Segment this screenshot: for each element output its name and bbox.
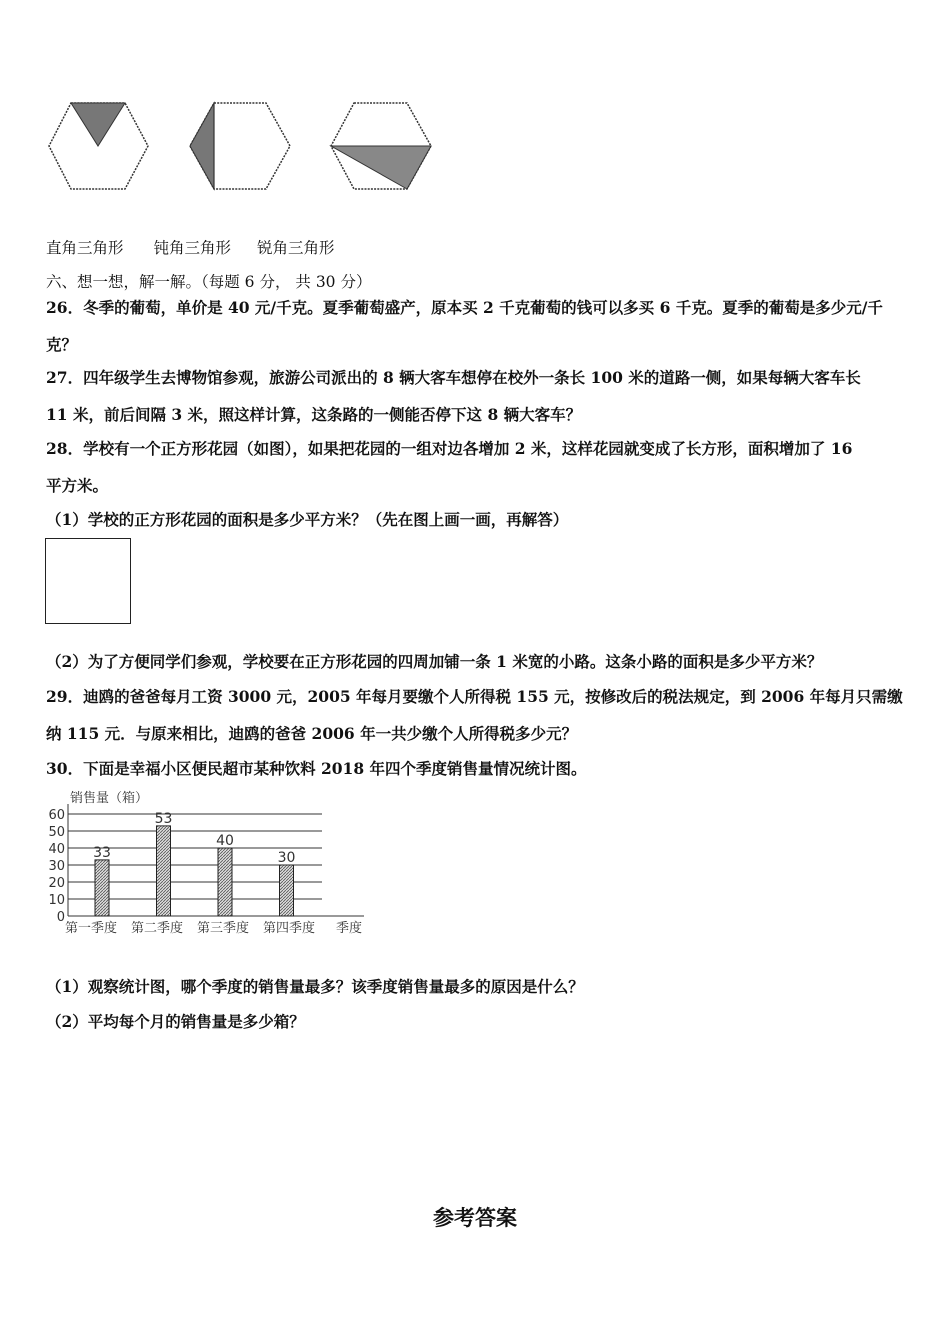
label-acute-triangle: 锐角三角形 xyxy=(257,239,335,257)
chart-bar xyxy=(218,848,232,916)
chart-gridlines xyxy=(68,804,364,916)
chart-y-tick-label: 50 xyxy=(48,825,65,840)
q27-line2: 11 米，前后间隔 3 米，照这样计算，这条路的一侧能否停下这 8 辆大客车？ xyxy=(46,405,582,424)
triangle-labels xyxy=(46,236,335,258)
q26-line2: 克？ xyxy=(46,335,78,354)
chart-y-tick-label: 60 xyxy=(48,808,65,823)
chart-bar-value-label: 30 xyxy=(277,850,296,866)
hexagon-figures xyxy=(44,98,444,198)
q29-line2: 纳 115 元．与原来相比，迪鸥的爸爸 2006 年一共少缴个人所得税多少元？ xyxy=(46,724,578,743)
q29-line1: 29．迪鸥的爸爸每月工资 3000 元，2005 年每月要缴个人所得税 155 元，按修改后的税法规定，到 2006 年每月只需缴 xyxy=(46,687,903,706)
answer-section-title: 参考答案 xyxy=(433,1206,517,1230)
chart-x-axis-label: 季度 xyxy=(336,921,363,936)
chart-x-category-label: 第四季度 xyxy=(263,921,316,936)
q28-sub2: （2）为了方便同学们参观，学校要在正方形花园的四周加铺一条 1 米宽的小路。这条小路的面积是多少平方米？ xyxy=(46,652,823,671)
q27-line1: 27．四年级学生去博物馆参观，旅游公司派出的 8 辆大客车想停在校外一条长 100 米的道路一侧，如果每辆大客车长 xyxy=(46,368,861,387)
chart-y-axis-label: 销售量（箱） xyxy=(70,791,149,806)
hexagon-obtuse-triangle xyxy=(190,103,290,189)
chart-bars xyxy=(95,826,294,916)
label-obtuse-triangle: 钝角三角形 xyxy=(153,239,232,257)
chart-y-ticks xyxy=(48,808,65,925)
q30-line1: 30．下面是幸福小区便民超市某种饮料 2018 年四个季度销售量情况统计图。 xyxy=(46,759,587,778)
q28-sub1: （1）学校的正方形花园的面积是多少平方米？（先在图上画一画，再解答） xyxy=(46,510,569,529)
chart-y-tick-label: 20 xyxy=(48,876,65,891)
chart-bar xyxy=(157,826,171,916)
hexagon-acute-triangle xyxy=(331,103,431,189)
q28-line2: 平方米。 xyxy=(46,476,109,495)
section-six-heading: 六、想一想，解一解。（每题 6 分， 共 30 分） xyxy=(46,273,372,291)
q30-sub1: （1）观察统计图，哪个季度的销售量最多？该季度销售量最多的原因是什么？ xyxy=(46,977,584,996)
chart-bar-value-label: 53 xyxy=(154,810,173,827)
q30-sub2: （2）平均每个月的销售量是多少箱？ xyxy=(46,1012,305,1031)
chart-y-tick-label: 10 xyxy=(48,893,65,908)
hexagon-right-triangle xyxy=(49,103,148,189)
chart-bar-labels xyxy=(93,811,295,866)
q26-line1: 26．冬季的葡萄，单价是 40 元/千克。夏季葡萄盛产，原本买 2 千克葡萄的钱可以多买 6 千克。夏季的葡萄是多少元/千 xyxy=(46,298,883,317)
chart-y-tick-label: 0 xyxy=(56,910,65,925)
chart-x-category-label: 第一季度 xyxy=(65,921,118,936)
chart-bar-value-label: 40 xyxy=(216,833,234,849)
q28-line1: 28．学校有一个正方形花园（如图），如果把花园的一组对边各增加 2 米，这样花园就变成了长方形，面积增加了 16 xyxy=(46,439,853,458)
chart-bar-value-label: 33 xyxy=(93,844,111,861)
chart-y-tick-label: 40 xyxy=(48,842,65,857)
sales-bar-chart xyxy=(40,788,380,938)
square-garden-figure xyxy=(45,538,131,624)
label-right-triangle: 直角三角形 xyxy=(46,239,124,257)
chart-x-category-label: 第二季度 xyxy=(131,921,184,936)
chart-x-categories xyxy=(65,920,315,936)
chart-y-tick-label: 30 xyxy=(48,859,65,874)
chart-bar xyxy=(280,865,294,916)
chart-bar xyxy=(95,860,109,916)
chart-x-category-label: 第三季度 xyxy=(197,921,250,936)
